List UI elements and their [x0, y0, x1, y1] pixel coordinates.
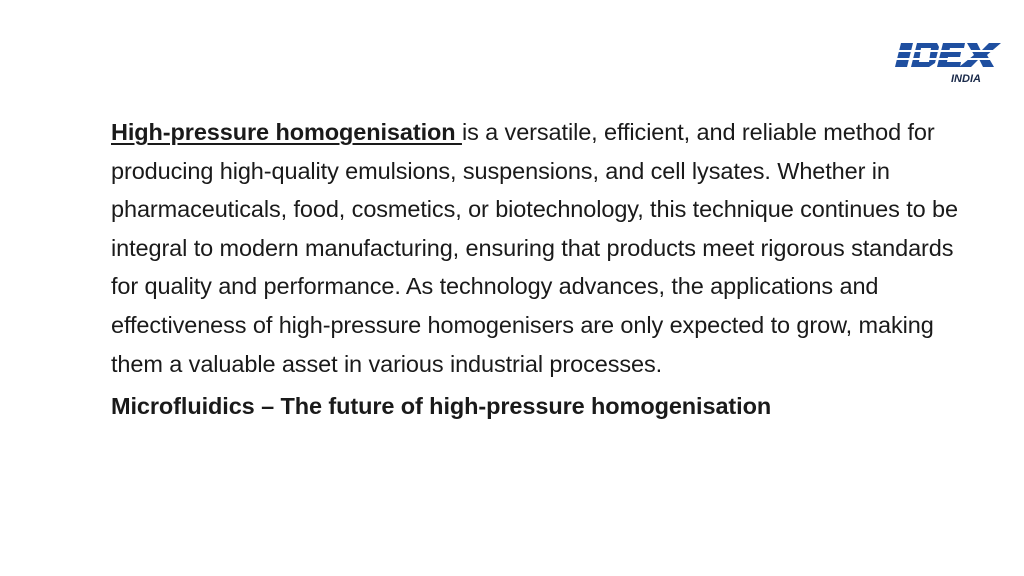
- idex-india-logo-icon: [893, 37, 1005, 87]
- subheading: Microfluidics – The future of high-pressure homogenisation: [111, 393, 772, 420]
- summary-paragraph: [111, 113, 971, 383]
- main-content: [111, 113, 971, 426]
- lead-link[interactable]: High-pressure homogenisation: [111, 119, 462, 145]
- logo-subtext: INDIA: [951, 73, 981, 85]
- paragraph-text: is a versatile, efficient, and reliable method for producing high-quality emulsions, suspensions, and cell lysates. Whether in pharmaceuticals, food, cosmetics, or biotechnology, this technique continues to be integral to modern manufacturing, ensuring that products meet rigorous standards for quality and performance. As technology advances, the applications and effectiveness of high-pressure homogenisers are only expected to grow, making them a valuable asset in various industrial processes.: [111, 119, 958, 377]
